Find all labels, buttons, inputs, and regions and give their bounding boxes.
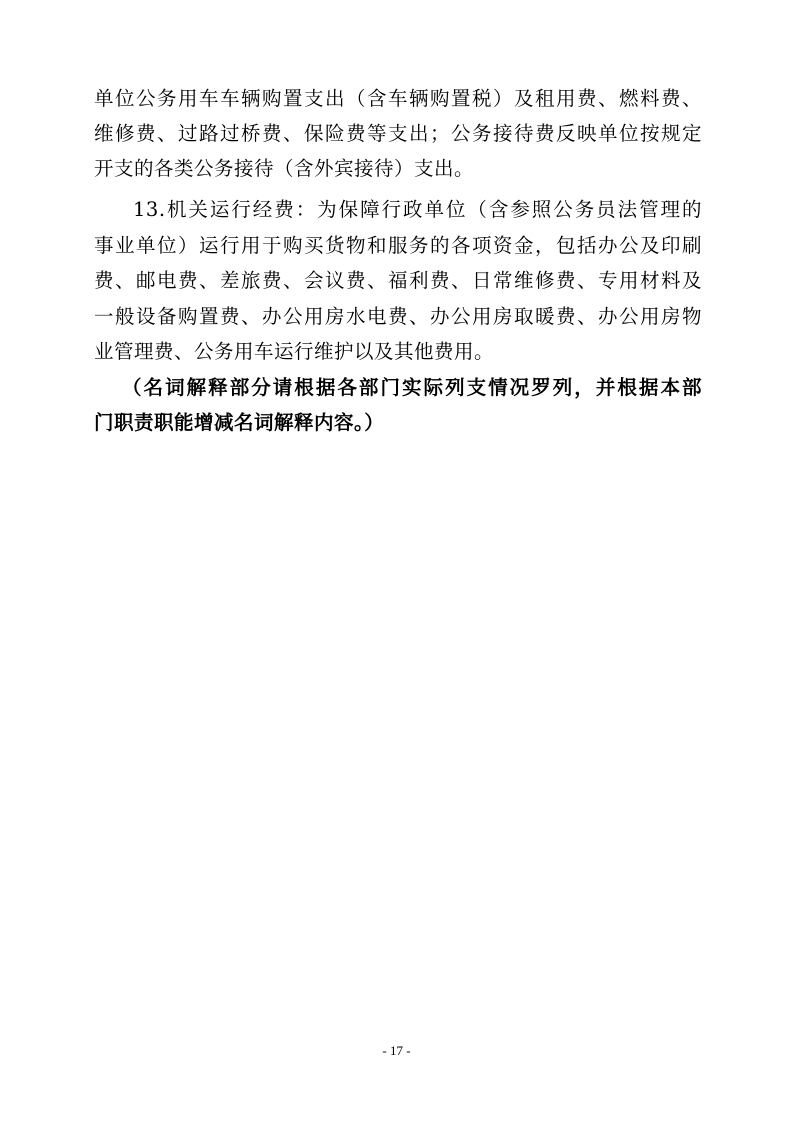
paragraph-13-line-4: 一般设备购置费、办公用房水电费、办公用房取暖费、办公用房物 bbox=[94, 305, 702, 328]
paragraph-13-line-3: 费、邮电费、差旅费、会议费、福利费、日常维修费、专用材料及 bbox=[94, 269, 702, 292]
paragraph-13-line-1: 13.机关运行经费：为保障行政单位（含参照公务员法管理的 bbox=[133, 198, 702, 221]
note-line-1: （名词解释部分请根据各部门实际列支情况罗列，并根据本部 bbox=[122, 376, 702, 399]
page-number: - 17 - bbox=[382, 1043, 411, 1058]
paragraph-13-line-2: 事业单位）运行用于购买货物和服务的各项资金，包括办公及印刷 bbox=[94, 234, 702, 257]
note-line-2: 门职责职能增减名词解释内容。） bbox=[94, 411, 385, 434]
paragraph-12-line-1: 单位公务用车车辆购置支出（含车辆购置税）及租用费、燃料费、 bbox=[94, 87, 702, 110]
paragraph-13-line-5: 业管理费、公务用车运行维护以及其他费用。 bbox=[94, 340, 495, 363]
paragraph-12-line-3: 开支的各类公务接待（含外宾接待）支出。 bbox=[94, 157, 475, 180]
paragraph-12-line-2: 维修费、过路过桥费、保险费等支出；公务接待费反映单位按规定 bbox=[94, 122, 702, 145]
